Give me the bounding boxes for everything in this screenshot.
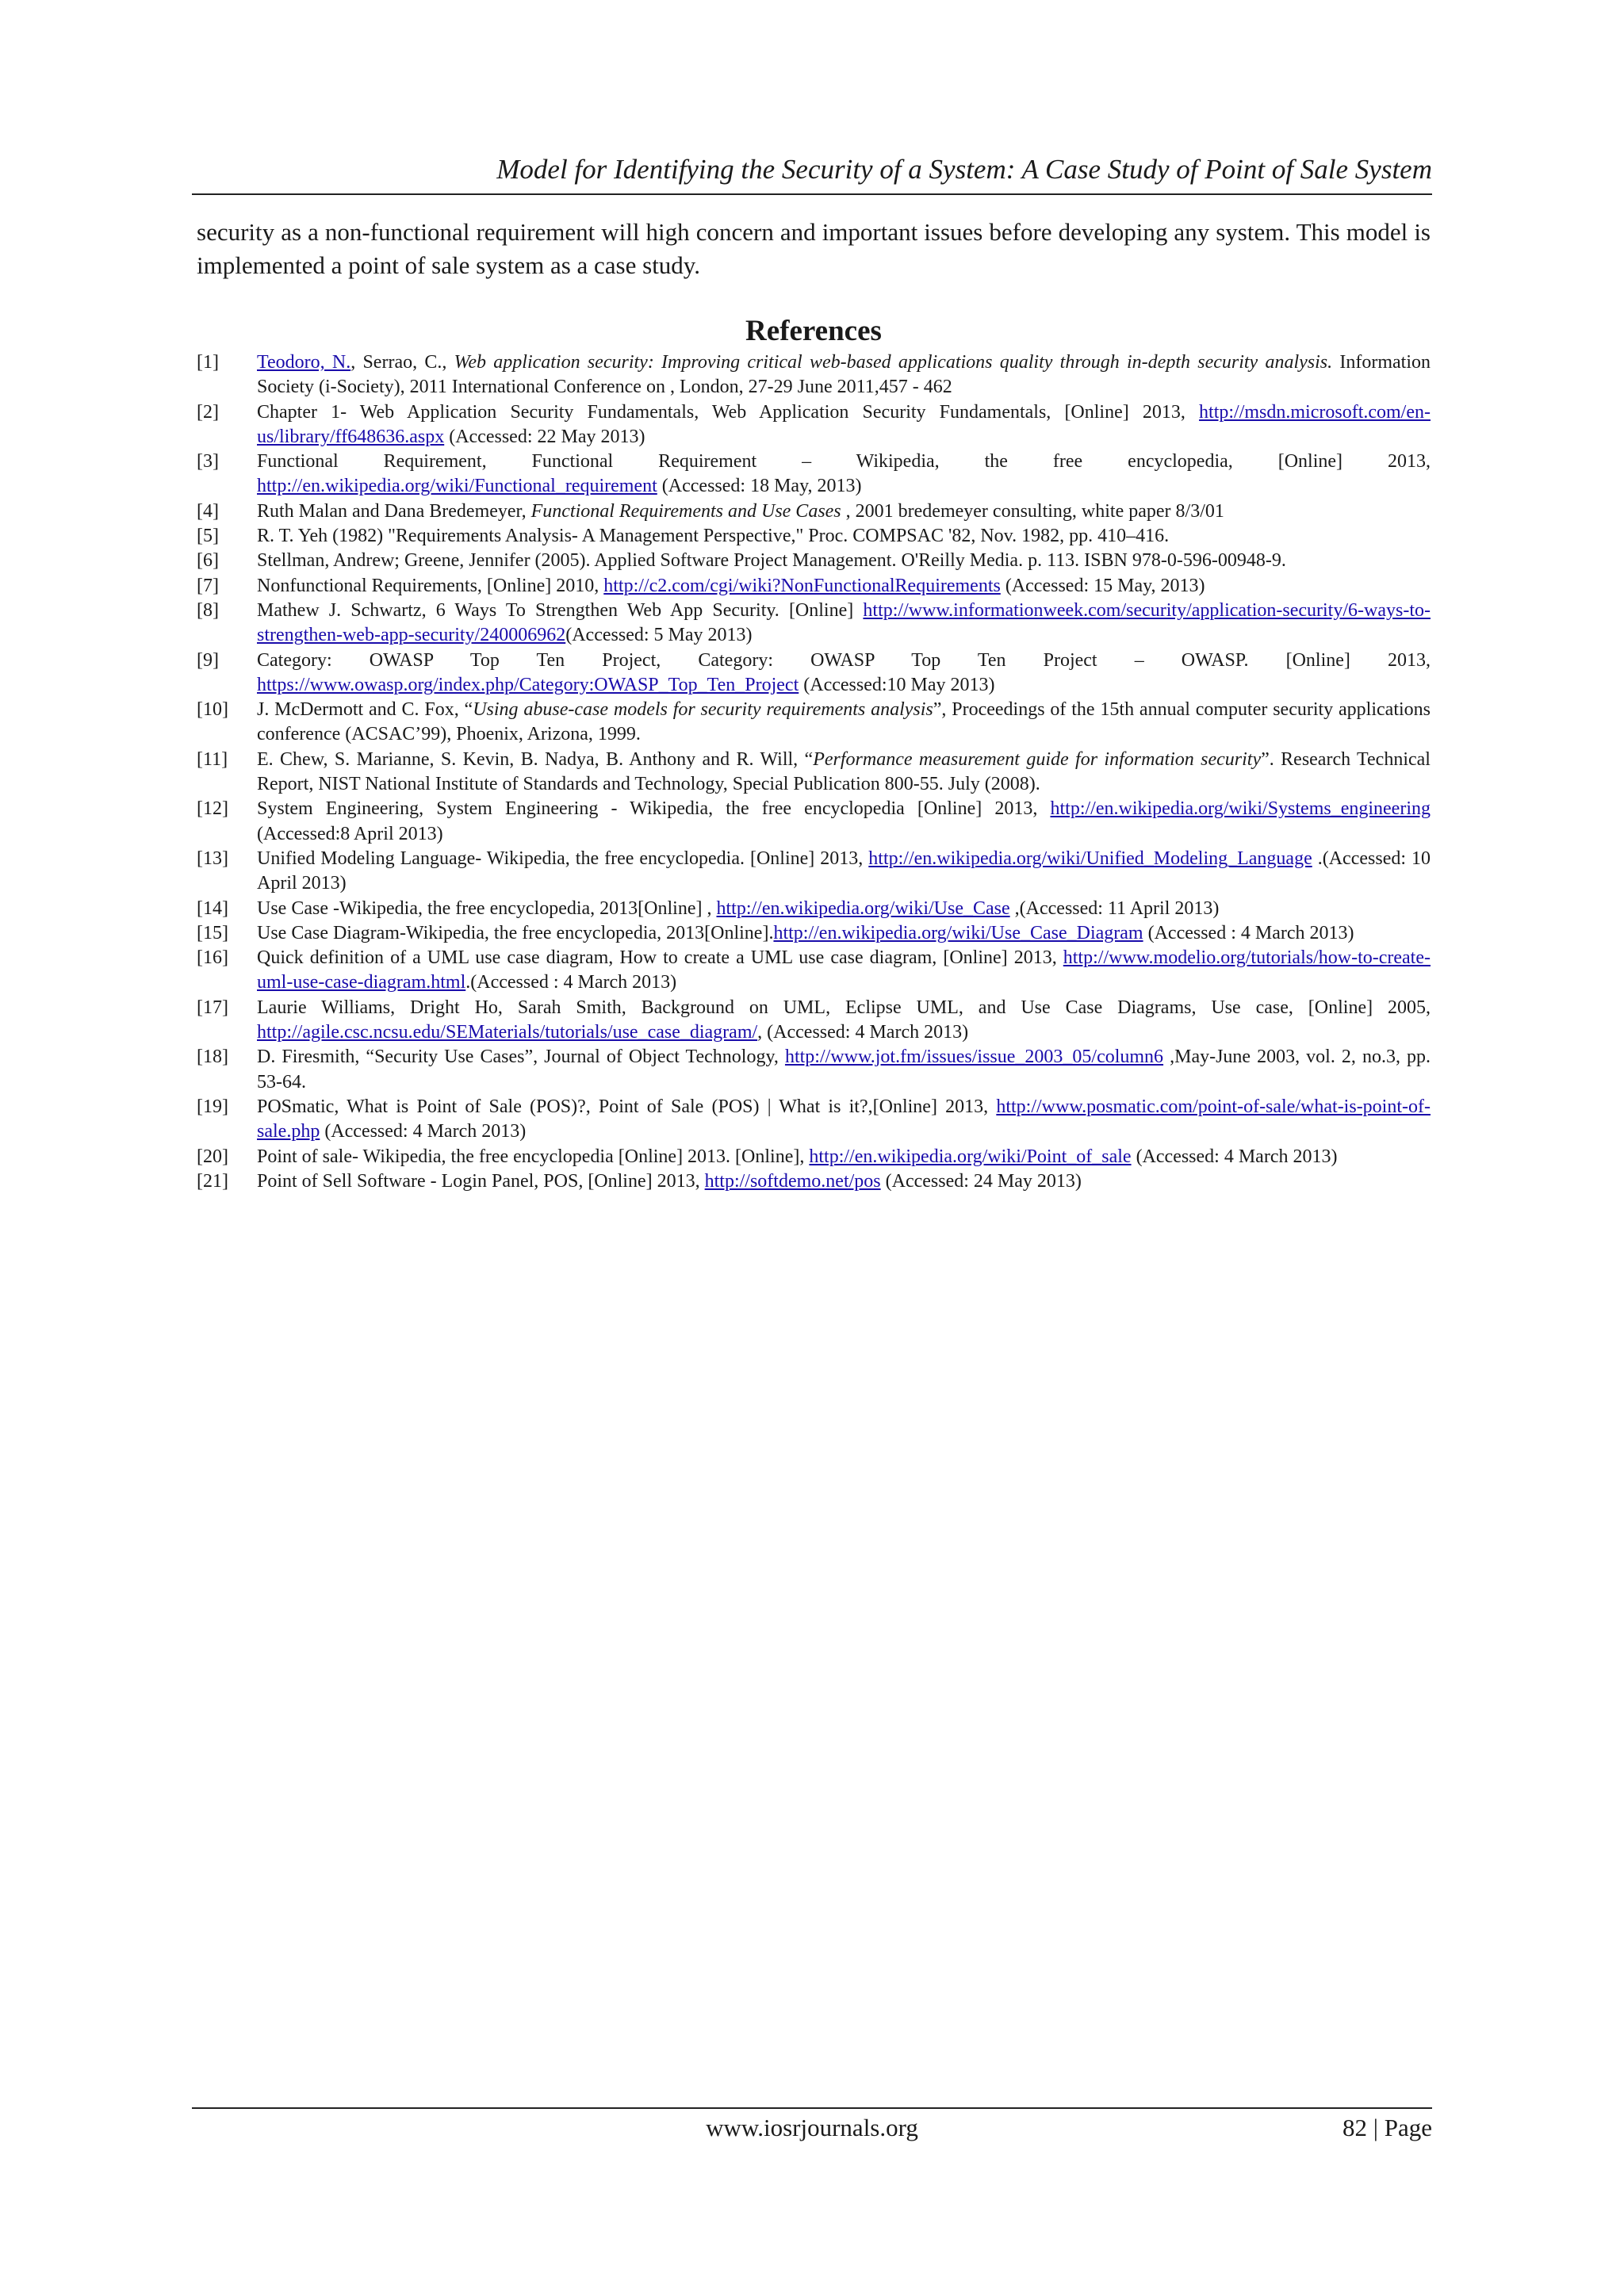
- reference-text: [257, 921, 1431, 946]
- reference-segment: Information Society (i-Society), 2011 International Conference on , London, 27-29 June 2011,457 - 462: [257, 352, 1431, 398]
- reference-segment: (Accessed: 4 March 2013): [320, 1121, 527, 1142]
- reference-segment: (Accessed: 22 May 2013): [444, 426, 645, 447]
- reference-link[interactable]: http://www.jot.fm/issues/issue_2003_05/column6: [784, 1047, 1164, 1068]
- reference-link[interactable]: http://c2.com/cgi/wiki?NonFunctionalRequirements: [603, 575, 1001, 596]
- reference-item: [197, 1095, 1431, 1145]
- reference-link[interactable]: http://www.informationweek.com/security/application-security/6-ways-to-strengthen-web-app-security/240006962: [257, 599, 1431, 646]
- reference-segment: R. T. Yeh (1982) "Requirements Analysis- A Management Perspective," Proc. COMPSAC '82, Nov. 1982, pp. 410–416.: [257, 526, 1170, 547]
- reference-text: [257, 1095, 1431, 1145]
- reference-text: [257, 748, 1431, 798]
- reference-item: [197, 350, 1431, 400]
- reference-segment: Point of sale- Wikipedia, the free encyclopedia [Online] 2013. [Online],: [257, 1146, 810, 1167]
- reference-segment: POSmatic, What is Point of Sale (POS)?, Point of Sale (POS) | What is it?,[Online] 2013,: [257, 1096, 997, 1117]
- reference-segment: (Accessed: 5 May 2013): [565, 625, 753, 646]
- reference-item: [197, 897, 1431, 921]
- reference-segment: , 2001 bredemeyer consulting, white paper 8/3/01: [841, 500, 1224, 522]
- reference-segment: Category: OWASP Top Ten Project, Category: OWASP Top Ten Project – OWASP. [Online] 2013,: [257, 649, 1431, 671]
- reference-text: [257, 897, 1431, 921]
- reference-title: Functional Requirements and Use Cases: [530, 500, 841, 522]
- reference-segment: Stellman, Andrew; Greene, Jennifer (2005). Applied Software Project Management. O'Reilly Media. p. 113. ISBN 978-0-596-00948-9.: [257, 550, 1286, 572]
- reference-item: [197, 1045, 1431, 1095]
- reference-segment: , (Accessed: 4 March 2013): [757, 1022, 969, 1043]
- reference-number: [20]: [197, 1146, 228, 1167]
- reference-segment: (Accessed: 24 May 2013): [880, 1170, 1082, 1192]
- reference-number: [21]: [197, 1170, 228, 1192]
- reference-segment: , Serrao, C.,: [350, 352, 454, 373]
- reference-link[interactable]: http://en.wikipedia.org/wiki/Use_Case: [716, 897, 1010, 919]
- reference-segment: (Accessed:10 May 2013): [799, 674, 995, 695]
- reference-item: [197, 649, 1431, 698]
- footer-page-number: 82 | Page: [1342, 2114, 1432, 2141]
- reference-item: [197, 698, 1431, 748]
- reference-item: [197, 450, 1431, 499]
- reference-segment: ,May-June 2003, vol. 2, no.3, pp. 53-64.: [257, 1047, 1431, 1093]
- reference-number: [1]: [197, 352, 219, 373]
- reference-link[interactable]: http://softdemo.net/pos: [704, 1170, 881, 1192]
- reference-segment: Use Case Diagram-Wikipedia, the free encyclopedia, 2013[Online].: [257, 922, 774, 943]
- reference-text: [257, 946, 1431, 996]
- reference-item: [197, 499, 1431, 524]
- reference-title: Performance measurement guide for information security: [813, 748, 1262, 770]
- reference-segment: System Engineering, System Engineering - Wikipedia, the free encyclopedia [Online] 2013,: [257, 798, 1051, 820]
- reference-number: [8]: [197, 599, 219, 621]
- reference-item: [197, 996, 1431, 1046]
- reference-segment: .(Accessed : 4 March 2013): [465, 972, 677, 993]
- reference-item: [197, 574, 1431, 599]
- references-list: [197, 350, 1431, 1194]
- reference-link[interactable]: http://en.wikipedia.org/wiki/Unified_Modeling_Language: [868, 848, 1312, 869]
- reference-title: Using abuse-case models for security requirements analysis: [473, 699, 933, 721]
- reference-item: [197, 599, 1431, 649]
- reference-item: [197, 847, 1431, 897]
- reference-segment: Unified Modeling Language- Wikipedia, the free encyclopedia. [Online] 2013,: [257, 848, 869, 869]
- references-heading: References: [745, 315, 882, 347]
- reference-link[interactable]: http://www.modelio.org/tutorials/how-to-create-uml-use-case-diagram.html: [257, 947, 1431, 993]
- reference-number: [19]: [197, 1096, 228, 1117]
- reference-segment: (Accessed: 18 May, 2013): [657, 476, 862, 497]
- reference-link[interactable]: http://agile.csc.ncsu.edu/SEMaterials/tutorials/use_case_diagram/: [257, 1022, 758, 1043]
- reference-number: [12]: [197, 798, 228, 820]
- reference-segment: Functional Requirement, Functional Requirement – Wikipedia, the free encyclopedia, [Online] 2013,: [257, 451, 1431, 473]
- reference-title: Web application security: Improving critical web-based applications quality through in-depth security analysis.: [454, 352, 1333, 373]
- reference-segment: Ruth Malan and Dana Bredemeyer,: [257, 500, 531, 522]
- reference-text: [257, 797, 1431, 847]
- reference-number: [13]: [197, 848, 228, 869]
- reference-segment: E. Chew, S. Marianne, S. Kevin, B. Nadya, B. Anthony and R. Will, “: [257, 748, 814, 770]
- reference-text: [257, 1169, 1431, 1194]
- reference-segment: Quick definition of a UML use case diagram, How to create a UML use case diagram, [Online] 2013,: [257, 947, 1063, 969]
- reference-text: [257, 400, 1431, 450]
- reference-text: [257, 1045, 1431, 1095]
- reference-segment: Nonfunctional Requirements, [Online] 2010,: [257, 575, 604, 596]
- reference-number: [3]: [197, 451, 219, 473]
- reference-segment: J. McDermott and C. Fox, “: [257, 699, 473, 721]
- reference-item: [197, 797, 1431, 847]
- reference-number: [15]: [197, 922, 228, 943]
- reference-link[interactable]: https://www.owasp.org/index.php/Category:OWASP_Top_Ten_Project: [257, 674, 799, 695]
- reference-item: [197, 1145, 1431, 1169]
- reference-item: [197, 549, 1431, 573]
- reference-segment: (Accessed:8 April 2013): [257, 823, 443, 844]
- reference-text: [257, 1145, 1431, 1169]
- reference-segment: (Accessed : 4 March 2013): [1143, 922, 1354, 943]
- reference-item: [197, 748, 1431, 798]
- reference-number: [2]: [197, 401, 219, 423]
- reference-text: [257, 574, 1431, 599]
- reference-item: [197, 524, 1431, 549]
- reference-number: [17]: [197, 997, 228, 1018]
- reference-item: [197, 1169, 1431, 1194]
- reference-link[interactable]: http://en.wikipedia.org/wiki/Functional_requirement: [257, 476, 657, 497]
- reference-number: [7]: [197, 575, 219, 596]
- reference-segment: Point of Sell Software - Login Panel, POS, [Online] 2013,: [257, 1170, 705, 1192]
- reference-segment: Use Case -Wikipedia, the free encyclopedia, 2013[Online] ,: [257, 897, 717, 919]
- reference-text: [257, 549, 1431, 573]
- reference-text: [257, 649, 1431, 698]
- reference-segment: .(Accessed: 10 April 2013): [257, 848, 1431, 894]
- footer-divider: [192, 2107, 1432, 2109]
- reference-segment: D. Firesmith, “Security Use Cases”, Journal of Object Technology,: [257, 1047, 785, 1068]
- reference-link[interactable]: http://en.wikipedia.org/wiki/Use_Case_Diagram: [773, 922, 1143, 943]
- reference-segment: Chapter 1- Web Application Security Fundamentals, Web Application Security Fundamentals, [Online] 2013,: [257, 401, 1200, 423]
- reference-item: [197, 946, 1431, 996]
- reference-segment: ”. Research Technical Report, NIST National Institute of Standards and Technology, Special Publication 800-55. July (2008).: [257, 748, 1431, 795]
- reference-text: [257, 499, 1431, 524]
- reference-number: [9]: [197, 649, 219, 671]
- reference-segment: ”, Proceedings of the 15th annual computer security applications conference (ACSAC’99), Phoenix, Arizona, 1999.: [257, 699, 1431, 745]
- reference-item: [197, 921, 1431, 946]
- reference-number: [14]: [197, 897, 228, 919]
- reference-segment: (Accessed: 15 May, 2013): [1000, 575, 1205, 596]
- reference-text: [257, 524, 1431, 549]
- reference-segment: (Accessed: 4 March 2013): [1131, 1146, 1338, 1167]
- reference-segment: Laurie Williams, Dright Ho, Sarah Smith, Background on UML, Eclipse UML, and Use Case Diagrams, Use case, [Online] 2005,: [257, 997, 1431, 1018]
- reference-text: [257, 847, 1431, 897]
- reference-link[interactable]: http://en.wikipedia.org/wiki/Systems_engineering: [1050, 798, 1431, 820]
- reference-number: [6]: [197, 550, 219, 572]
- reference-segment: Mathew J. Schwartz, 6 Ways To Strengthen Web App Security. [Online]: [257, 599, 864, 621]
- footer-site[interactable]: www.iosrjournals.org: [706, 2114, 918, 2141]
- reference-text: [257, 698, 1431, 748]
- reference-number: [11]: [197, 748, 228, 770]
- reference-link[interactable]: http://www.posmatic.com/point-of-sale/what-is-point-of-sale.php: [257, 1096, 1431, 1142]
- reference-number: [4]: [197, 500, 219, 522]
- reference-item: [197, 400, 1431, 450]
- reference-text: [257, 996, 1431, 1046]
- reference-segment: ,(Accessed: 11 April 2013): [1009, 897, 1220, 919]
- intro-paragraph: [197, 216, 1431, 282]
- reference-link[interactable]: Teodoro, N.: [257, 352, 351, 373]
- intro-text: security as a non-functional requirement will high concern and important issues before developing any system. This model is implemented a point of sale system as a case study.: [197, 218, 1431, 279]
- running-header: [192, 149, 1432, 195]
- reference-text: [257, 450, 1431, 499]
- reference-link[interactable]: http://en.wikipedia.org/wiki/Point_of_sale: [809, 1146, 1132, 1167]
- reference-number: [5]: [197, 526, 219, 547]
- reference-number: [18]: [197, 1047, 228, 1068]
- reference-link[interactable]: http://msdn.microsoft.com/en-us/library/ff648636.aspx: [257, 401, 1431, 447]
- reference-number: [16]: [197, 947, 228, 969]
- reference-text: [257, 350, 1431, 400]
- running-header-title: Model for Identifying the Security of a System: A Case Study of Point of Sale System: [496, 154, 1432, 185]
- reference-text: [257, 599, 1431, 649]
- reference-number: [10]: [197, 699, 228, 721]
